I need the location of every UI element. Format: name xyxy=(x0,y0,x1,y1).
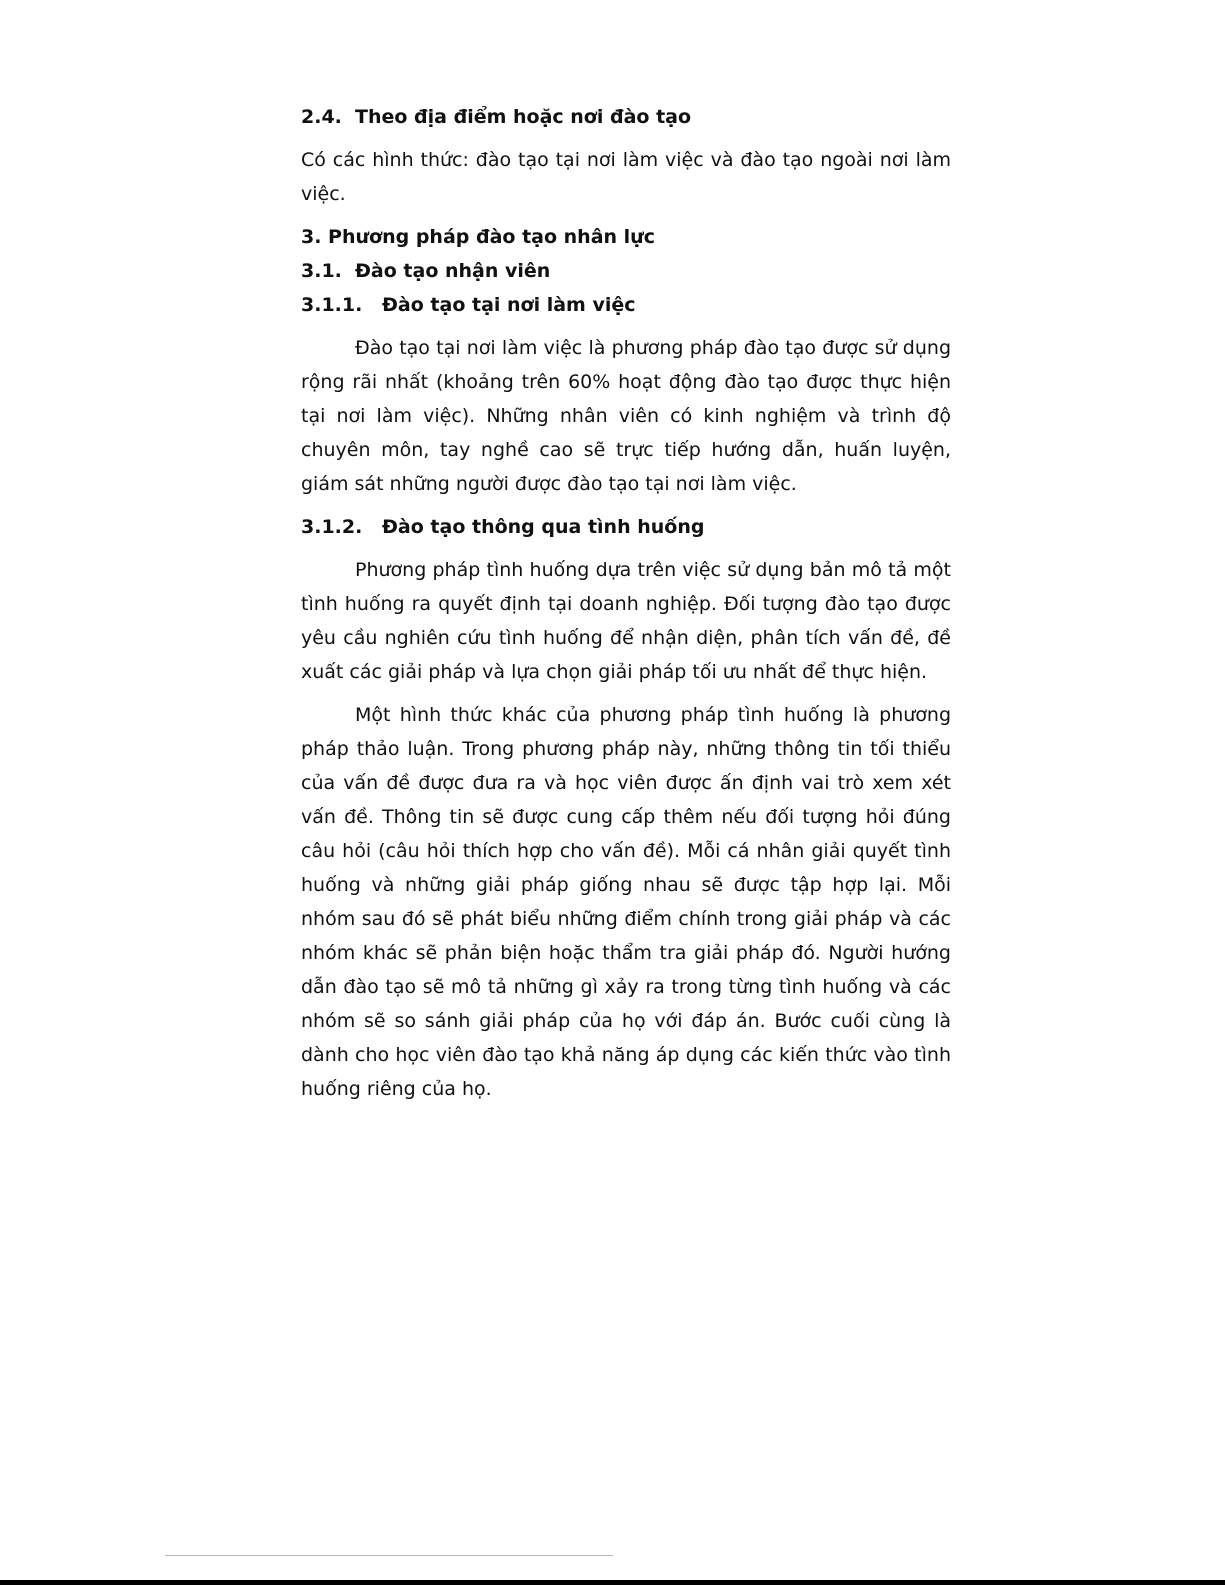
section-number: 3.1.2. xyxy=(301,516,363,538)
section-title: Đào tạo tại nơi làm việc xyxy=(382,294,636,316)
paragraph-2-4: Có các hình thức: đào tạo tại nơi làm việc và đào tạo ngoài nơi làm việc. xyxy=(301,149,951,205)
section-heading-3: 3. Phương pháp đào tạo nhân lực xyxy=(301,226,655,248)
paragraph-3-1-1: Đào tạo tại nơi làm việc là phương pháp đào tạo được sử dụng rộng rãi nhất (khoảng trên 60% hoạt động đào tạo được thực hiện tại nơi làm việc). Những nhân viên có kinh nghiệm và trình độ chuyên môn, tay nghề cao sẽ trực tiếp hướng dẫn, huấn luyện, giám sát những người được đào tạo tại nơi làm việc. xyxy=(301,337,951,495)
section-heading-2-4 xyxy=(301,100,951,134)
paragraph-3-1-2-b: Một hình thức khác của phương pháp tình huống là phương pháp thảo luận. Trong phương pháp này, những thông tin tối thiểu của vấn đề được đưa ra và học viên được ấn định vai trò xem xét vấn đề. Thông tin sẽ được cung cấp thêm nếu đối tượng hỏi đúng câu hỏi (câu hỏi thích hợp cho vấn đề). Mỗi cá nhân giải quyết tình huống và những giải pháp giống nhau sẽ được tập hợp lại. Mỗi nhóm sau đó sẽ phát biểu những điểm chính trong giải pháp và các nhóm khác sẽ phản biện hoặc thẩm tra giải pháp đó. Người hướng dẫn đào tạo sẽ mô tả những gì xảy ra trong từng tình huống và các nhóm sẽ so sánh giải pháp của họ với đáp án. Bước cuối cùng là dành cho học viên đào tạo khả năng áp dụng các kiến thức vào tình huống riêng của họ. xyxy=(301,704,951,1100)
section-heading-3-1 xyxy=(301,254,951,288)
section-number: 3.1.1. xyxy=(301,294,363,316)
section-title: Theo địa điểm hoặc nơi đào tạo xyxy=(355,106,692,128)
section-title: Đào tạo nhận viên xyxy=(355,260,551,282)
section-number: 2.4. xyxy=(301,106,342,128)
section-heading-3-1-2 xyxy=(301,510,951,544)
section-title: Đào tạo thông qua tình huống xyxy=(382,516,705,538)
paragraph-3-1-2-a: Phương pháp tình huống dựa trên việc sử dụng bản mô tả một tình huống ra quyết định tại doanh nghiệp. Đối tượng đào tạo được yêu cầu nghiên cứu tình huống để nhận diện, phân tích vấn đề, đề xuất các giải pháp và lựa chọn giải pháp tối ưu nhất để thực hiện. xyxy=(301,559,951,683)
section-heading-3-1-1 xyxy=(301,288,951,322)
footnote-separator xyxy=(165,1555,613,1556)
page-bottom-edge xyxy=(0,1580,1225,1585)
section-number: 3.1. xyxy=(301,260,342,282)
document-page xyxy=(301,100,951,1106)
